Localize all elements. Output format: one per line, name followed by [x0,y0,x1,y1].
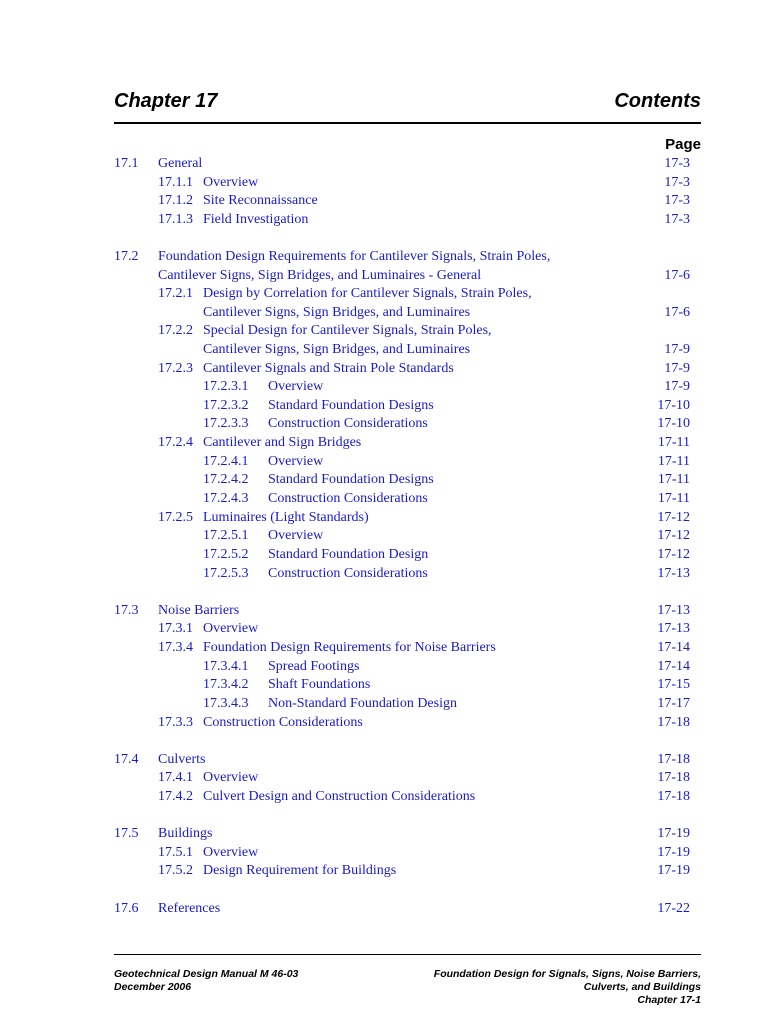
toc-entry-number: 17.2.1 [158,286,193,301]
toc-entry[interactable] [0,341,768,359]
toc-entry-title: Standard Foundation Designs [268,398,434,413]
toc-entry-page: 17-11 [657,435,690,450]
toc-entry[interactable] [0,565,768,583]
toc-entry-number: 17.2.4.3 [203,491,249,506]
toc-entry-title: Construction Considerations [268,566,428,581]
toc-entry-number: 17.2 [114,249,139,264]
toc-entry[interactable] [0,509,768,527]
toc-entry[interactable] [0,378,768,396]
toc-entry-page: 17-9 [664,342,690,357]
toc-entry-page: 17-3 [664,212,690,227]
toc-entry[interactable] [0,546,768,564]
toc-entry-number: 17.5.1 [158,845,193,860]
toc-entry-page: 17-11 [657,472,690,487]
toc-entry-title: Cantilever Signs, Sign Bridges, and Luminaires [203,305,471,320]
toc-entry-page: 17-15 [657,677,690,692]
toc-entry-page: 17-19 [657,845,690,860]
toc-entry-number: 17.1.1 [158,175,193,190]
toc-entry[interactable] [0,900,768,918]
toc-entry-number: 17.4 [114,752,139,767]
toc-entry-title: Shaft Foundations [268,677,371,692]
toc-entry-page: 17-19 [657,863,690,878]
toc-entry[interactable] [0,211,768,229]
toc-entry-title: Luminaires (Light Standards) [203,510,369,525]
toc-entry[interactable] [0,788,768,806]
toc-entry[interactable] [0,639,768,657]
toc-entry-title: Cantilever Signs, Sign Bridges, and Luminaires [203,342,471,357]
toc-entry-title: Standard Foundation Design [268,547,429,562]
page-column-header: Page [665,136,701,153]
toc-entry-title: Buildings [158,826,213,841]
toc-entry[interactable] [0,397,768,415]
toc-entry-number: 17.2.3.2 [203,398,249,413]
toc-entry-number: 17.3.4 [158,640,193,655]
toc-entry-title: Overview [203,770,259,785]
toc-entry[interactable] [0,676,768,694]
toc-entry-page: 17-17 [657,696,690,711]
toc-entry-number: 17.2.2 [158,323,193,338]
toc-entry-number: 17.3 [114,603,139,618]
toc-entry[interactable] [0,471,768,489]
toc-entry-number: 17.2.5.2 [203,547,249,562]
toc-entry-title: Foundation Design Requirements for Cantilever Signals, Strain Poles, [158,249,551,264]
toc-entry[interactable] [0,527,768,545]
toc-entry-page: 17-9 [664,361,690,376]
toc-entry-title: Noise Barriers [158,603,240,618]
toc-entry-number: 17.2.3.1 [203,379,249,394]
toc-entry-number: 17.2.4.1 [203,454,249,469]
toc-entry[interactable] [0,844,768,862]
toc-entry[interactable] [0,751,768,769]
toc-entry-page: 17-13 [657,603,690,618]
toc-entry-number: 17.5 [114,826,139,841]
toc-entry-number: 17.2.3.3 [203,416,249,431]
toc-entry-number: 17.2.5 [158,510,193,525]
toc-entry-page: 17-11 [657,454,690,469]
toc-entry-page: 17-12 [657,510,690,525]
toc-entry[interactable] [0,285,768,303]
toc-entry-title: Overview [268,528,324,543]
toc-entry-title: Site Reconnaissance [203,193,318,208]
toc-entry-title: General [158,156,203,171]
toc-entry-page: 17-3 [664,193,690,208]
toc-entry-page: 17-6 [664,268,690,283]
toc-entry-page: 17-18 [657,770,690,785]
toc-entry-page: 17-18 [657,752,690,767]
footer-manual-title: Geotechnical Design Manual M 46-03 [114,968,299,980]
toc-entry-title: Overview [203,621,259,636]
toc-entry-page: 17-3 [664,175,690,190]
toc-entry[interactable] [0,415,768,433]
toc-entry-page: 17-18 [657,789,690,804]
toc-entry-title: Culverts [158,752,206,767]
toc-entry-page: 17-12 [657,547,690,562]
contents-title: Contents [614,90,701,112]
toc-entry-title: Design by Correlation for Cantilever Signals, Strain Poles, [203,286,532,301]
toc-entry[interactable] [0,192,768,210]
toc-entry-number: 17.3.4.1 [203,659,249,674]
toc-entry-title: Design Requirement for Buildings [203,863,397,878]
toc-entry-title: Field Investigation [203,212,309,227]
toc-entry-number: 17.2.5.3 [203,566,249,581]
toc-entry-number: 17.2.4 [158,435,193,450]
toc-entry[interactable] [0,434,768,452]
toc-entry[interactable] [0,620,768,638]
toc-entry[interactable] [0,267,768,285]
toc-entry-title: Overview [203,845,259,860]
toc-entry-number: 17.6 [114,901,139,916]
toc-entry[interactable] [0,304,768,322]
toc-entry-title: Cantilever and Sign Bridges [203,435,362,450]
toc-entry-page: 17-18 [657,715,690,730]
page-footer [114,954,701,1006]
toc-entry-number: 17.3.4.3 [203,696,249,711]
footer-chapter-title-line1: Foundation Design for Signals, Signs, Noise Barriers, [433,968,701,980]
toc-entry-page: 17-22 [657,901,690,916]
toc-entry[interactable] [0,862,768,880]
toc-entry-page: 17-10 [657,398,690,413]
toc-entry[interactable] [0,174,768,192]
toc-entry-title: Construction Considerations [268,416,428,431]
toc-entry-page: 17-9 [664,379,690,394]
toc-entry-title: Special Design for Cantilever Signals, Strain Poles, [203,323,492,338]
toc-entry-title: Overview [268,454,324,469]
toc-entry-title: Overview [268,379,324,394]
footer-date: December 2006 [114,981,192,993]
toc-entry[interactable] [0,602,768,620]
toc-entry-number: 17.2.4.2 [203,472,249,487]
toc-entry[interactable] [0,322,768,340]
toc-entry-page: 17-14 [657,640,690,655]
toc-entry[interactable] [0,453,768,471]
toc-entry-number: 17.1 [114,156,139,171]
toc-entry-title: Foundation Design Requirements for Noise Barriers [203,640,496,655]
toc-entry-number: 17.5.2 [158,863,193,878]
toc-entry-title: Overview [203,175,259,190]
toc-entry[interactable] [0,695,768,713]
toc-entry-number: 17.3.3 [158,715,193,730]
toc-entry[interactable] [0,248,768,266]
footer-chapter-title-line2: Culverts, and Buildings [583,981,701,993]
toc-entry[interactable] [0,658,768,676]
toc-entry-number: 17.4.2 [158,789,193,804]
toc-entry[interactable] [0,714,768,732]
toc-entry-number: 17.3.1 [158,621,193,636]
toc-entry-page: 17-6 [664,305,690,320]
toc-entry-title: Cantilever Signs, Sign Bridges, and Luminaires - General [158,268,482,283]
toc-entry-title: Construction Considerations [203,715,363,730]
toc-entry-title: Culvert Design and Construction Considerations [203,789,476,804]
toc-entry-page: 17-11 [657,491,690,506]
toc-entry-title: Cantilever Signals and Strain Pole Standards [203,361,454,376]
toc-entry-number: 17.1.3 [158,212,193,227]
toc-entry-number: 17.2.3 [158,361,193,376]
toc-entry-title: Construction Considerations [268,491,428,506]
toc-entry-number: 17.2.5.1 [203,528,249,543]
toc-entry-number: 17.1.2 [158,193,193,208]
toc-entry-title: Standard Foundation Designs [268,472,434,487]
toc-entry[interactable] [0,769,768,787]
toc-entry-page: 17-12 [657,528,690,543]
toc-entry[interactable] [0,490,768,508]
toc-entry-number: 17.4.1 [158,770,193,785]
toc-entry-page: 17-10 [657,416,690,431]
toc-entry-title: Non-Standard Foundation Design [268,696,457,711]
toc-entry-title: Spread Footings [268,659,360,674]
toc-entry[interactable] [0,360,768,378]
toc-entry-number: 17.3.4.2 [203,677,249,692]
toc-entry-page: 17-3 [664,156,690,171]
chapter-title: Chapter 17 [114,90,218,112]
footer-page-number: Chapter 17-1 [637,994,701,1006]
toc-entry[interactable] [0,825,768,843]
toc-entry-page: 17-13 [657,566,690,581]
toc-entry-page: 17-14 [657,659,690,674]
toc-entry[interactable] [0,155,768,173]
toc-entry-page: 17-19 [657,826,690,841]
toc-entry-title: References [158,901,221,916]
toc-entry-page: 17-13 [657,621,690,636]
